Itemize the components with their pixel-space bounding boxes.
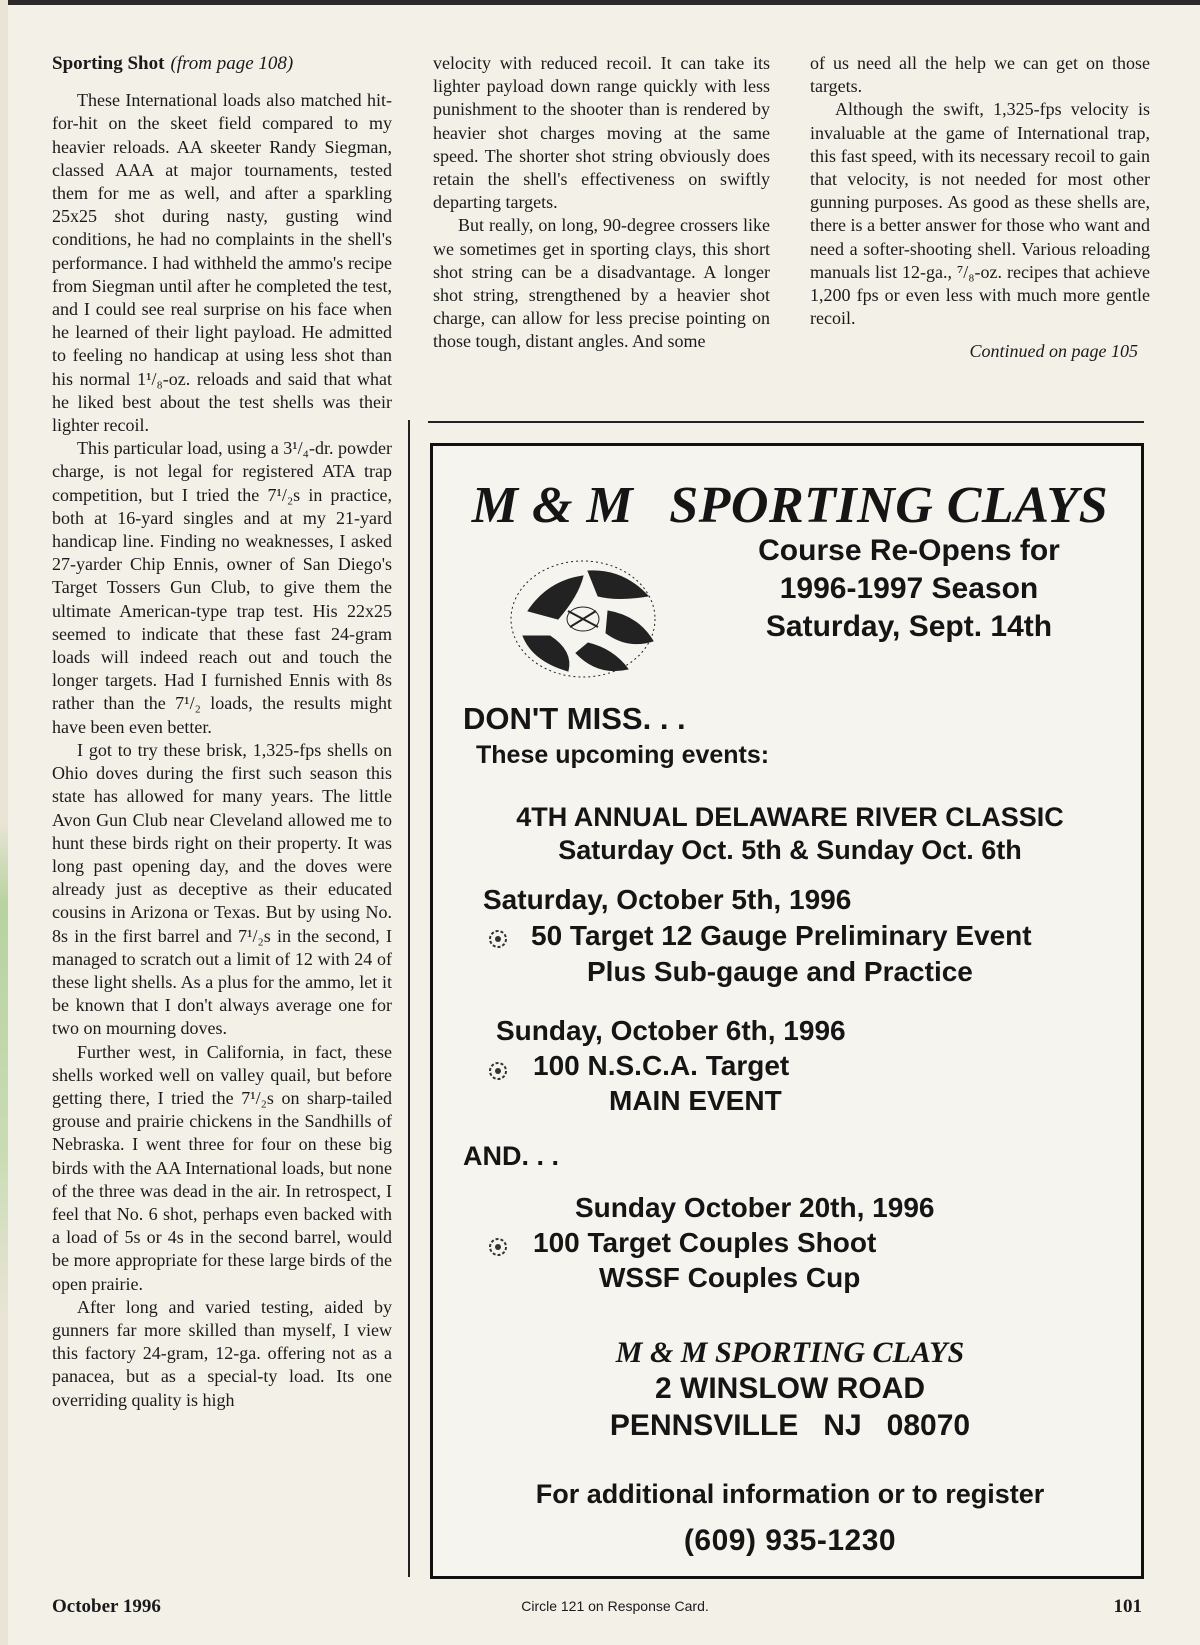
clay-target-bullet-icon <box>485 1234 511 1260</box>
phone-number: (609) 935-1230 <box>683 1524 897 1557</box>
paragraph: of us need all the help we can get on those targets. <box>810 53 1150 97</box>
info-text: For additional information or to register <box>535 1479 1045 1509</box>
article-heading: Sporting Shot (from page 108) <box>52 53 294 74</box>
response-card-note: Circle 121 on Response Card. <box>521 1598 709 1614</box>
oct20-date: Sunday October 20th, 1996 <box>575 1192 935 1223</box>
course-reopens-notice <box>689 532 1129 646</box>
paragraph: Further west, in California, in fact, these shells worked well on valley quail, but before getting there, I tried the 7¹/₂s on sharp-tailed grouse and prairie chickens in the Sandhills of Nebraska. I went three for four on these big birds with the AA International loads, but none of the three was dead in the air. In retrospect, I feel that No. 6 shot, perhaps even backed with a load of 5s or 4s in the second barrel, would be more appropriate for these large birds of the open prairie. <box>52 1041 392 1294</box>
column-divider <box>408 420 410 1577</box>
paragraph: Although the swift, 1,325-fps velocity is invaluable at the game of International trap, this fast speed, with its necessary recoil to gain that velocity, is not needed for most other gunning purposes. As good as these shells are, there is a better answer for those who want and need a softer-shooting shell. Various reloading manuals list 12-ga., ⁷/₈-oz. recipes that achieve 1,200 fps or even less with much more gentle recoil. <box>810 99 1150 329</box>
clay-target-bullet-icon <box>485 926 511 952</box>
page-spine-edge <box>0 0 8 1645</box>
ad-title: M & M SPORTING CLAYS <box>471 477 1109 534</box>
paragraph: I got to try these brisk, 1,325-fps shells on Ohio doves during the first such season this state has allowed for many years. The little Avon Gun Club near Cleveland allowed me to hunt these birds right on their property. It was long past opening day, and the doves were already just as deceptive as their educated cousins in Arizona or Texas. But by using No. 8s in the first barrel and 7¹/₂s in the second, I managed to scratch out a limit of 12 with 24 of these light shells. As a plus for the ammo, let it be known that I don't always average one for two on mourning doves. <box>52 739 392 1039</box>
classic-event-title <box>433 801 1147 867</box>
course-line: Saturday, Sept. 14th <box>765 610 1053 643</box>
clay-target-bullet-icon <box>485 1058 511 1084</box>
oct20-event-1: 100 Target Couples Shoot <box>533 1227 877 1258</box>
article-column-1 <box>52 52 392 1412</box>
sunday-date: Sunday, October 6th, 1996 <box>496 1015 846 1046</box>
address-line: PENNSVILLE NJ 08070 <box>609 1409 971 1442</box>
paragraph: velocity with reduced recoil. It can take its lighter payload down range quickly with less punishment to the shooter than is rendered by heavier shot charges moving at the same speed. The shorter shot string obviously does retain the shell's effectiveness on swiftly departing targets. <box>433 53 770 213</box>
oct20-event-2: WSSF Couples Cup <box>599 1262 861 1293</box>
event-title-line: 4TH ANNUAL DELAWARE RIVER CLASSIC <box>516 802 1064 832</box>
top-edge-bar <box>0 0 1200 5</box>
address-line: 2 WINSLOW ROAD <box>655 1372 925 1405</box>
paragraph: But really, on long, 90-degree crossers like we sometimes get in sporting clays, this short shot string can be a disadvantage. A longer shot string, strengthened by a heavier shot charge, can allow for less precise pointing on those tough, distant angles. And some <box>433 215 770 352</box>
issue-date: October 1996 <box>52 1596 161 1617</box>
saturday-event-2: Plus Sub-gauge and Practice <box>587 956 973 987</box>
event-title-line: Saturday Oct. 5th & Sunday Oct. 6th <box>558 835 1022 865</box>
paragraph: This particular load, using a 3¹/₄-dr. powder charge, is not legal for registered ATA trap competition, but I tried the 7¹/₂s in practice, both at 16-yard singles and at my 21-yard handicap line. Finding no weaknesses, I asked 27-yarder Chip Ennis, owner of San Diego's Target Tossers Gun Club, to give them the ultimate American-type trap test. His 22x25 seemed to indicate that these fast 24-gram loads will indeed reach out and touch the longer targets. Had I furnished Ennis with 8s rather than the 7¹/₂ loads, the results might have been even better. <box>52 438 392 737</box>
advertisement <box>430 443 1144 1579</box>
course-line: 1996-1997 Season <box>779 572 1039 605</box>
ad-top-rule <box>428 421 1144 423</box>
and-heading: AND. . . <box>463 1141 560 1171</box>
saturday-event-1: 50 Target 12 Gauge Preliminary Event <box>531 920 1032 951</box>
continued-note: Continued on page 105 <box>969 341 1138 362</box>
paragraph: After long and varied testing, aided by gunners far more skilled than myself, I view this factory 24-gram, 12-ga. offering not as a panacea, but as a special-ty load. Its one overriding quality is high <box>52 1296 392 1410</box>
article-column-3 <box>810 52 1150 364</box>
saturday-date: Saturday, October 5th, 1996 <box>483 884 852 915</box>
course-line: Course Re-Opens for <box>758 534 1060 567</box>
page-number: 101 <box>1113 1596 1142 1617</box>
upcoming-events-heading: These upcoming events: <box>476 741 770 769</box>
clay-targets-logo-icon <box>488 541 678 691</box>
sunday-event-1: 100 N.S.C.A. Target <box>533 1050 790 1081</box>
club-name: M & M SPORTING CLAYS <box>615 1336 965 1369</box>
article-column-2 <box>433 52 770 354</box>
dont-miss-heading: DON'T MISS. . . <box>463 701 686 736</box>
sunday-event-2: MAIN EVENT <box>609 1085 782 1116</box>
paragraph: These International loads also matched hit-for-hit on the skeet field compared to my heavier reloads. AA skeeter Randy Siegman, classed AAA at major tournaments, tested them for me as well, and after a sparkling 25x25 shot during nasty, gusting wind conditions, he had no complaints in the shell's performance. I had withheld the ammo's recipe from Siegman until after he completed the test, and I could see real surprise on his face when he learned of their light payload. He admitted to feeling no handicap at using less shot than his normal 1¹/₈-oz. reloads and said that what he liked best about the test shells was their lighter recoil. <box>52 90 392 436</box>
from-page-note: (from page 108) <box>170 53 294 74</box>
